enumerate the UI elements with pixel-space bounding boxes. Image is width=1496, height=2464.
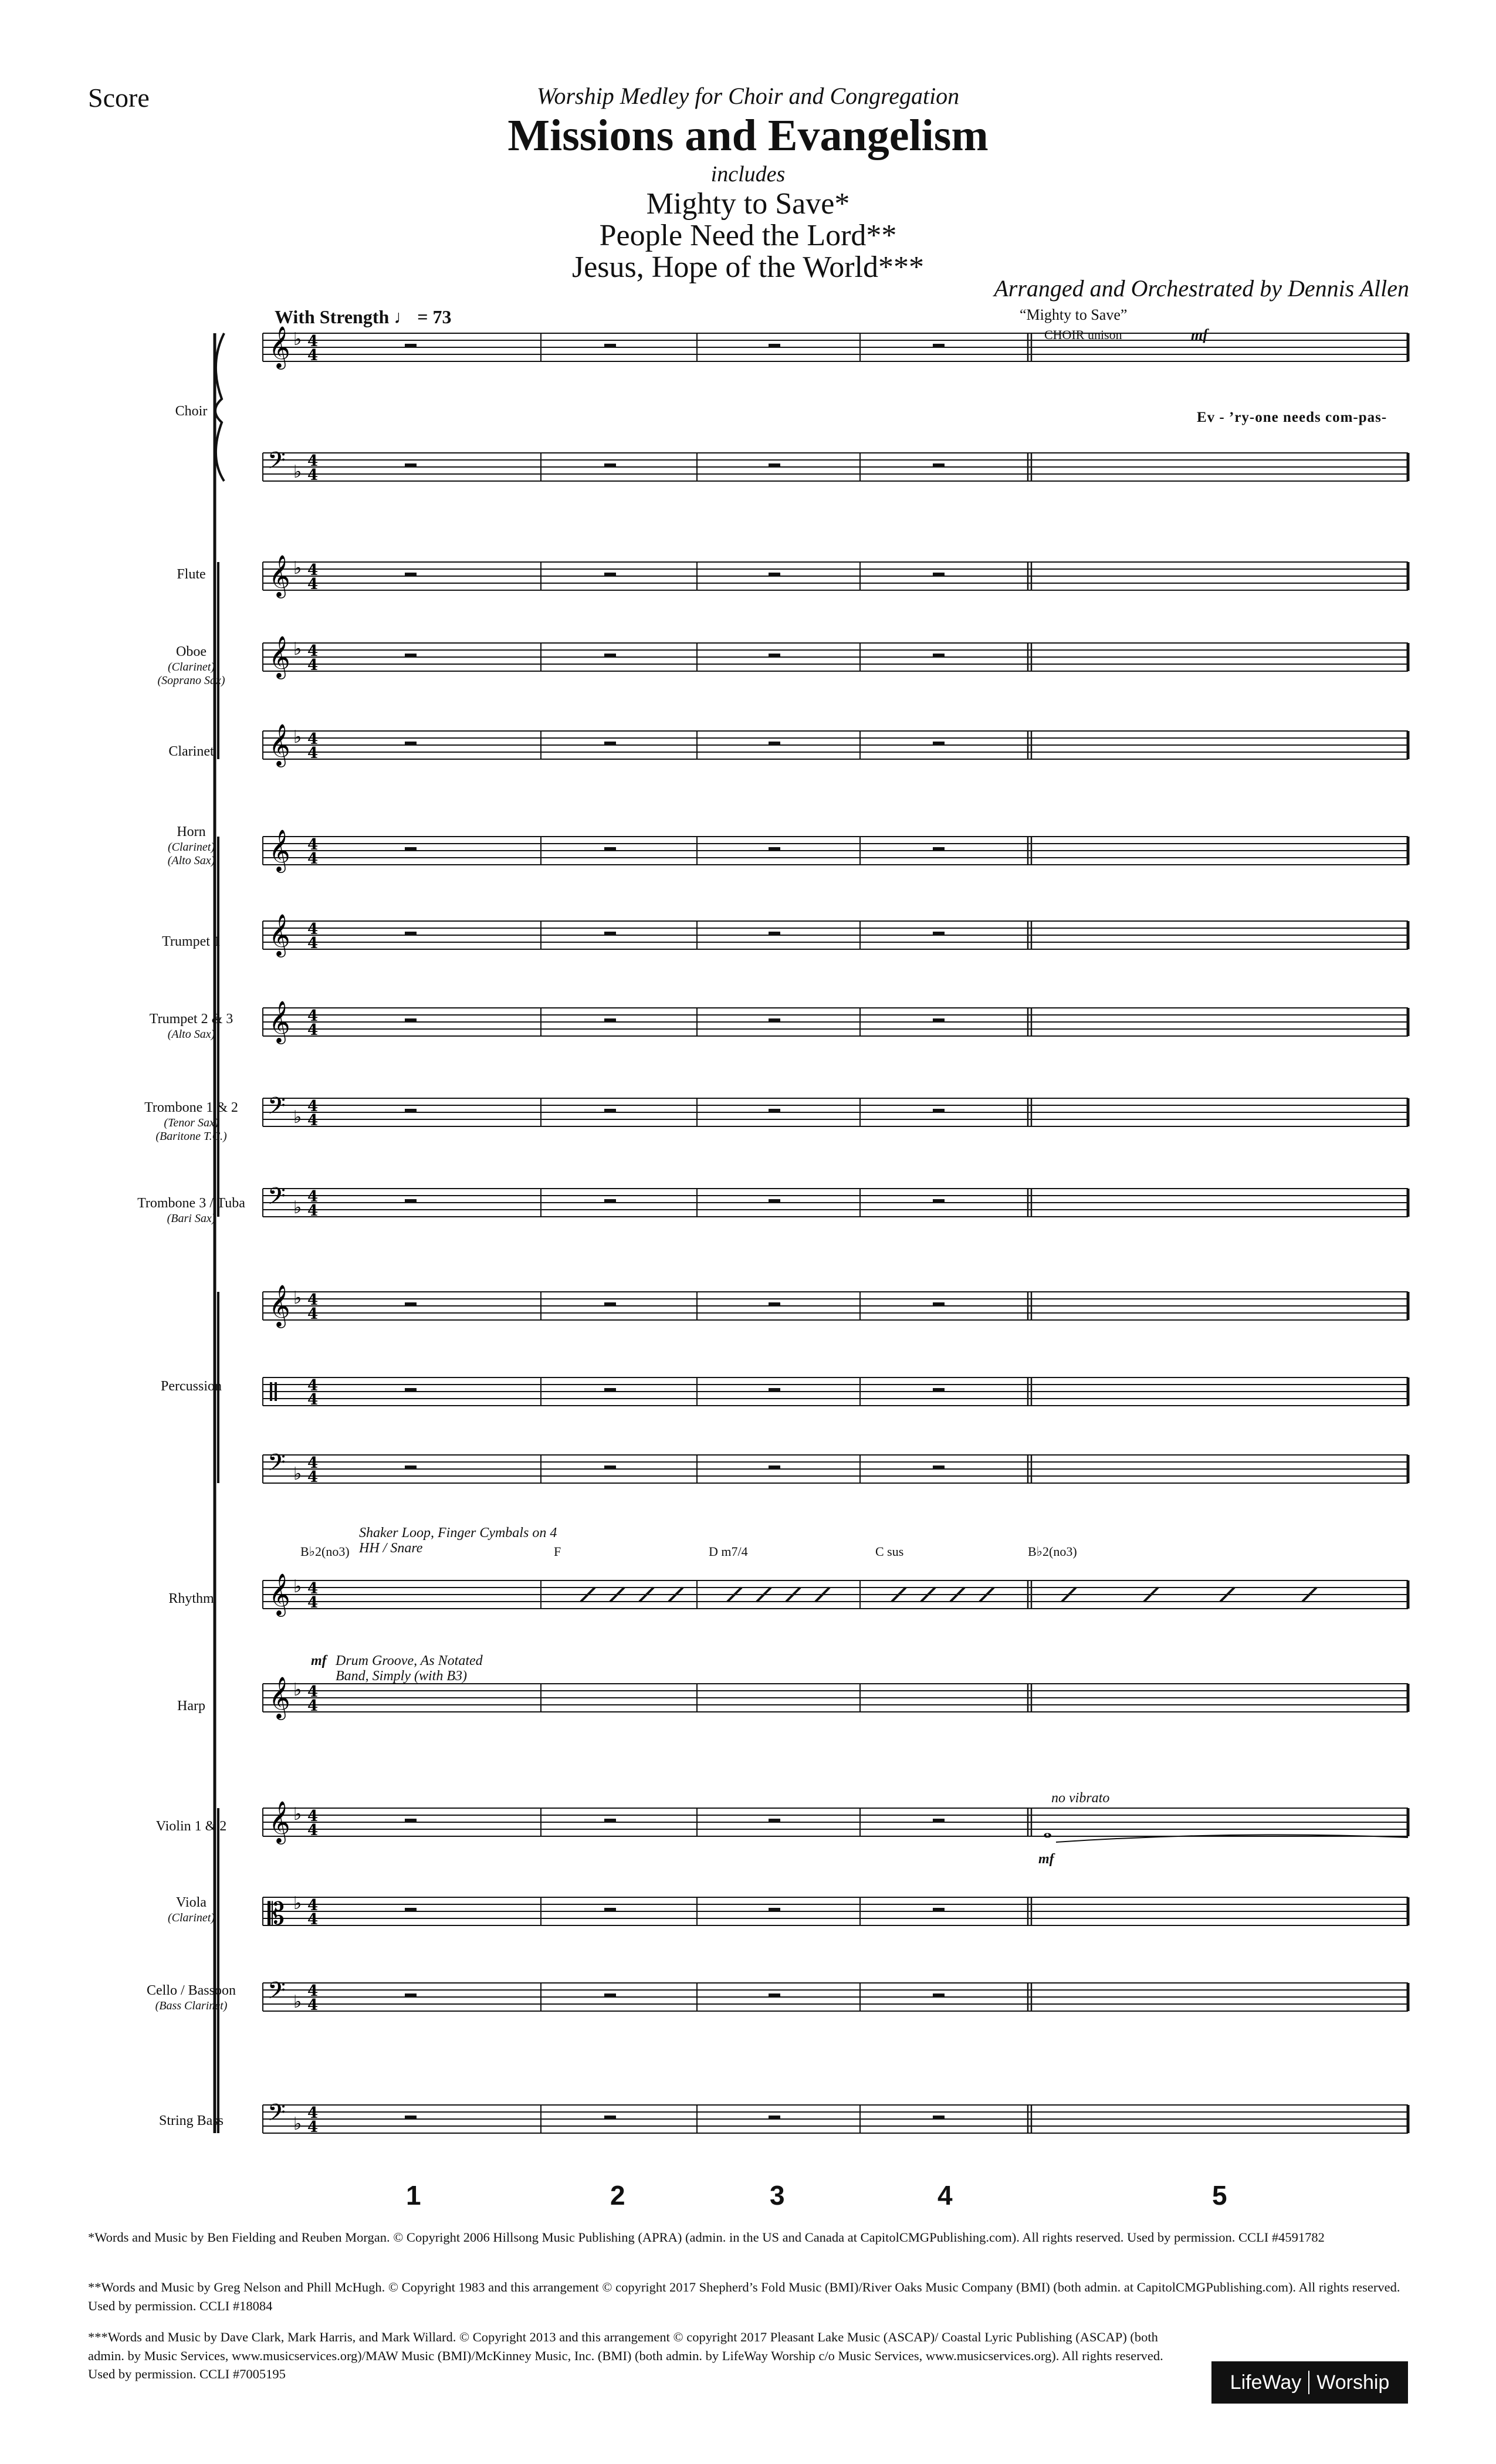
whole-rest-icon	[769, 1109, 780, 1113]
whole-rest-icon	[405, 344, 417, 348]
instrument-label-string-bass: String Bass	[158, 2113, 224, 2128]
time-signature: 4	[307, 730, 319, 748]
whole-rest-icon	[769, 1302, 780, 1307]
bass-clef-icon: 𝄢	[268, 447, 286, 480]
whole-rest-icon	[604, 1993, 616, 1998]
time-signature: 4	[307, 1594, 319, 1612]
instrument-label-harp: Harp	[177, 1698, 205, 1714]
whole-rest-icon	[405, 1819, 417, 1823]
flat-key-signature-icon: ♭	[293, 2114, 302, 2134]
whole-rest-icon	[405, 463, 417, 468]
treble-clef-icon: 𝄞	[269, 1000, 290, 1043]
song-title-2: People Need the Lord**	[599, 219, 897, 252]
whole-rest-icon	[769, 1993, 780, 1998]
measure-number: 1	[406, 2180, 421, 2211]
instrument-label-percussion: Percussion	[161, 1379, 222, 1394]
whole-rest-icon	[405, 573, 417, 577]
bass-clef-icon: 𝄢	[268, 2099, 286, 2132]
choir-lyrics: Ev - ’ry-one needs com-pas-	[1197, 409, 1387, 425]
whole-rest-icon	[405, 1908, 417, 1912]
time-signature: 4	[307, 1291, 319, 1309]
time-signature: 4	[307, 1996, 319, 2014]
time-signature: 4	[307, 656, 319, 674]
whole-rest-icon	[769, 1465, 780, 1470]
whole-rest-icon	[933, 1302, 945, 1307]
rhythm-dynamic: mf	[311, 1653, 327, 1668]
time-signature: 4	[307, 1697, 319, 1715]
instrument-label-oboe: Oboe (Clarinet) (Soprano Sax)	[157, 644, 225, 687]
whole-rest-icon	[933, 1993, 945, 1998]
whole-rest-icon	[769, 573, 780, 577]
violin-dynamic: mf	[1038, 1852, 1054, 1867]
time-signature: 4	[307, 333, 319, 350]
whole-rest-icon	[933, 742, 945, 746]
bass-clef-icon: 𝄢	[268, 1449, 286, 1482]
whole-rest-icon	[769, 1819, 780, 1823]
treble-clef-icon: 𝄞	[269, 635, 290, 678]
whole-rest-icon	[604, 932, 616, 936]
subtitle: Worship Medley for Choir and Congregation	[536, 83, 960, 109]
treble-clef-icon: 𝄞	[269, 554, 290, 597]
whole-rest-icon	[769, 2116, 780, 2120]
whole-rest-icon	[604, 463, 616, 468]
whole-rest-icon	[933, 1465, 945, 1470]
treble-clef-icon: 𝄞	[269, 1284, 290, 1326]
whole-rest-icon	[604, 1908, 616, 1912]
instrument-label-horn: Horn (Clarinet) (Alto Sax)	[167, 824, 215, 867]
whole-rest-icon	[769, 1388, 780, 1392]
flat-key-signature-icon: ♭	[293, 727, 302, 747]
whole-rest-icon	[769, 1199, 780, 1203]
rhythm-note-band: Band, Simply (with B3)	[336, 1668, 467, 1684]
whole-rest-icon	[405, 1993, 417, 1998]
treble-clef-icon: 𝄞	[269, 723, 290, 766]
time-signature: 4	[307, 1021, 319, 1039]
whole-rest-icon	[933, 1018, 945, 1023]
time-signature: 4	[307, 1822, 319, 1839]
time-signature: 4	[307, 1305, 319, 1323]
whole-rest-icon	[933, 1819, 945, 1823]
whole-rest-icon	[769, 847, 780, 851]
whole-rest-icon	[604, 1465, 616, 1470]
whole-rest-icon	[769, 1908, 780, 1912]
instrument-label-viola: Viola (Clarinet)	[168, 1895, 215, 1924]
whole-rest-icon	[405, 1302, 417, 1307]
flat-key-signature-icon: ♭	[293, 1576, 302, 1597]
time-signature: 4	[307, 1982, 319, 2000]
instrument-label-choir: Choir	[175, 404, 208, 419]
measure-number: 2	[610, 2180, 625, 2211]
whole-rest-icon	[604, 1199, 616, 1203]
whole-rest-icon	[769, 463, 780, 468]
logo-separator	[1308, 2371, 1309, 2394]
choir-dynamic: mf	[1191, 326, 1208, 343]
flat-key-signature-icon: ♭	[293, 639, 302, 659]
instrument-label-trombone-3-tuba: Trombone 3 / Tuba (Bari Sax)	[137, 1196, 245, 1225]
song-title-1: Mighty to Save*	[646, 187, 850, 221]
time-signature: 4	[307, 920, 319, 938]
logo-left-text: LifeWay	[1230, 2371, 1302, 2394]
time-signature: 4	[307, 576, 319, 593]
whole-rest-icon	[769, 654, 780, 658]
footnote-1: *Words and Music by Ben Fielding and Reuben Morgan. © Copyright 2006 Hillsong Music Publishing (APRA) (admin. in the US and Canada at CapitolCMGPublishing.com). All rights reserved. Used by permission. CCLI #4591782	[88, 2230, 1325, 2245]
whole-rest-icon	[604, 742, 616, 746]
flat-key-signature-icon: ♭	[293, 558, 302, 578]
bass-clef-icon: 𝄢	[268, 1977, 286, 2010]
instrument-label-clarinet: Clarinet	[168, 744, 214, 759]
chord-symbol: D m7/4	[709, 1544, 748, 1559]
whole-rest-icon	[604, 1388, 616, 1392]
choir-brace-icon	[215, 333, 224, 481]
song-cue: “Mighty to Save”	[1020, 306, 1128, 323]
time-signature: 4	[307, 1202, 319, 1220]
time-signature: 4	[307, 1007, 319, 1025]
flat-key-signature-icon: ♭	[293, 1288, 302, 1308]
time-signature: 4	[307, 744, 319, 762]
bass-clef-icon: 𝄢	[268, 1092, 286, 1125]
treble-clef-icon: 𝄞	[269, 1800, 290, 1843]
chord-symbol: B♭2(no3)	[1028, 1544, 1077, 1559]
time-signature: 4	[307, 1188, 319, 1206]
time-signature: 4	[307, 1377, 319, 1395]
treble-clef-icon: 𝄞	[269, 1676, 290, 1718]
time-signature: 4	[307, 452, 319, 470]
whole-rest-icon	[933, 573, 945, 577]
flat-key-signature-icon: ♭	[293, 1107, 302, 1128]
chord-symbol: C sus	[875, 1544, 904, 1559]
instrument-label-flute: Flute	[177, 567, 206, 582]
chord-symbol: F	[554, 1544, 561, 1559]
flat-key-signature-icon: ♭	[293, 1893, 302, 1914]
time-signature: 4	[307, 1897, 319, 1914]
instrument-label-cello: Cello / Bassoon (Bass Clarinet)	[146, 1983, 236, 2012]
whole-rest-icon	[933, 1388, 945, 1392]
whole-rest-icon	[933, 847, 945, 851]
whole-rest-icon	[604, 654, 616, 658]
whole-rest-icon	[933, 463, 945, 468]
measure-number: 5	[1212, 2180, 1227, 2211]
score-label: Score	[88, 83, 150, 113]
bass-clef-icon: 𝄢	[268, 1183, 286, 1216]
instrument-label-rhythm: Rhythm	[168, 1591, 214, 1606]
alto-clef-icon: 𝄡	[268, 1897, 285, 1932]
treble-clef-icon: 𝄞	[269, 325, 290, 368]
flat-key-signature-icon: ♭	[293, 1680, 302, 1700]
whole-rest-icon	[604, 344, 616, 348]
treble-clef-icon: 𝄞	[269, 828, 290, 871]
flat-key-signature-icon: ♭	[293, 1992, 302, 2012]
rhythm-note-hh: HH / Snare	[359, 1541, 423, 1556]
time-signature: 4	[307, 836, 319, 854]
arranger-credit: Arranged and Orchestrated by Dennis Allen	[994, 275, 1409, 302]
whole-rest-icon	[769, 742, 780, 746]
time-signature: 4	[307, 1454, 319, 1472]
time-signature: 4	[307, 1580, 319, 1597]
flat-key-signature-icon: ♭	[293, 329, 302, 350]
measure-number: 3	[770, 2180, 785, 2211]
footnote-3: ***Words and Music by Dave Clark, Mark Harris, and Mark Willard. © Copyright 2013 and this arrangement © copyright 2017 Pleasant Lake Music (ASCAP)/ Coastal Lyric Publishing (ASCAP) (both admin. by Music Services, www.musicservices.org)/MAW Music (BMI)/McKinney Music, Inc. (BMI) (both admin. by LifeWay Worship c/o Music Services, www.musicservices.org). All rights reserved. Used by permission. CCLI #7005195	[88, 2330, 1163, 2381]
whole-rest-icon	[405, 1465, 417, 1470]
time-signature: 4	[307, 466, 319, 484]
time-signature: 4	[307, 2104, 319, 2122]
whole-rest-icon	[769, 1018, 780, 1023]
measure-number: 4	[937, 2180, 953, 2211]
whole-rest-icon	[604, 847, 616, 851]
rhythm-note-shaker: Shaker Loop, Finger Cymbals on 4	[359, 1525, 557, 1541]
time-signature: 4	[307, 2118, 319, 2136]
time-signature: 4	[307, 1112, 319, 1129]
rhythm-note-groove: Drum Groove, As Notated	[336, 1653, 483, 1668]
page-title: Missions and Evangelism	[507, 111, 989, 160]
time-signature: 4	[307, 1391, 319, 1409]
whole-rest-icon	[405, 2116, 417, 2120]
chord-symbol: B♭2(no3)	[300, 1544, 350, 1559]
song-title-3: Jesus, Hope of the World***	[571, 251, 924, 284]
whole-rest-icon	[933, 344, 945, 348]
flat-key-signature-icon: ♭	[293, 1804, 302, 1825]
tempo-marking: With Strength ♩ = 73	[275, 306, 452, 327]
whole-rest-icon	[604, 1109, 616, 1113]
whole-rest-icon	[933, 1199, 945, 1203]
whole-rest-icon	[933, 1908, 945, 1912]
time-signature: 4	[307, 642, 319, 660]
time-signature: 4	[307, 1468, 319, 1486]
lifeway-worship-logo	[1211, 2361, 1408, 2404]
whole-rest-icon	[933, 932, 945, 936]
time-signature: 4	[307, 935, 319, 952]
whole-rest-icon	[405, 742, 417, 746]
instrument-label-trumpet-2-3: Trumpet 2 & 3 (Alto Sax)	[149, 1011, 233, 1041]
whole-rest-icon	[405, 1388, 417, 1392]
logo-right-text: Worship	[1316, 2371, 1390, 2394]
instrument-label-trumpet-1: Trumpet 1	[162, 934, 221, 949]
whole-rest-icon	[769, 932, 780, 936]
whole-rest-icon	[405, 1018, 417, 1023]
includes-label: includes	[710, 162, 786, 187]
treble-clef-icon: 𝄞	[269, 913, 290, 956]
whole-rest-icon	[405, 847, 417, 851]
whole-rest-icon	[604, 573, 616, 577]
whole-rest-icon	[933, 1109, 945, 1113]
whole-rest-icon	[604, 1302, 616, 1307]
time-signature: 4	[307, 1911, 319, 1928]
whole-rest-icon	[405, 932, 417, 936]
violin-note: no vibrato	[1051, 1791, 1110, 1806]
time-signature: 4	[307, 850, 319, 868]
whole-rest-icon	[405, 1109, 417, 1113]
whole-rest-icon	[604, 1018, 616, 1023]
time-signature: 4	[307, 1098, 319, 1115]
flat-key-signature-icon: ♭	[293, 1464, 302, 1484]
choir-cue: CHOIR unison	[1044, 327, 1122, 342]
time-signature: 4	[307, 1683, 319, 1701]
time-signature: 4	[307, 1808, 319, 1825]
footnote-2: **Words and Music by Greg Nelson and Phill McHugh. © Copyright 1983 and this arrangement © copyright 2017 Shepherd’s Fold Music (BMI)/River Oaks Music Company (BMI) (both admin. at CapitolCMGPublishing.com). All rights reserved. Used by permission. CCLI #18084	[88, 2280, 1400, 2313]
treble-clef-icon: 𝄞	[269, 1572, 290, 1615]
whole-rest-icon	[405, 654, 417, 658]
whole-rest-icon	[604, 1819, 616, 1823]
time-signature: 4	[307, 561, 319, 579]
flat-key-signature-icon: ♭	[293, 1197, 302, 1218]
whole-rest-icon	[933, 654, 945, 658]
time-signature: 4	[307, 347, 319, 364]
instrument-label-trombone-1-2: Trombone 1 & 2 (Tenor Sax) (Baritone T.C.)	[144, 1100, 238, 1143]
instrument-label-violin: Violin 1 & 2	[155, 1819, 227, 1834]
whole-rest-icon	[769, 344, 780, 348]
whole-rest-icon	[405, 1199, 417, 1203]
whole-rest-icon	[604, 2116, 616, 2120]
whole-note-icon: 𝅝	[1043, 1817, 1052, 1843]
whole-rest-icon	[933, 2116, 945, 2120]
flat-key-signature-icon: ♭	[293, 462, 302, 482]
